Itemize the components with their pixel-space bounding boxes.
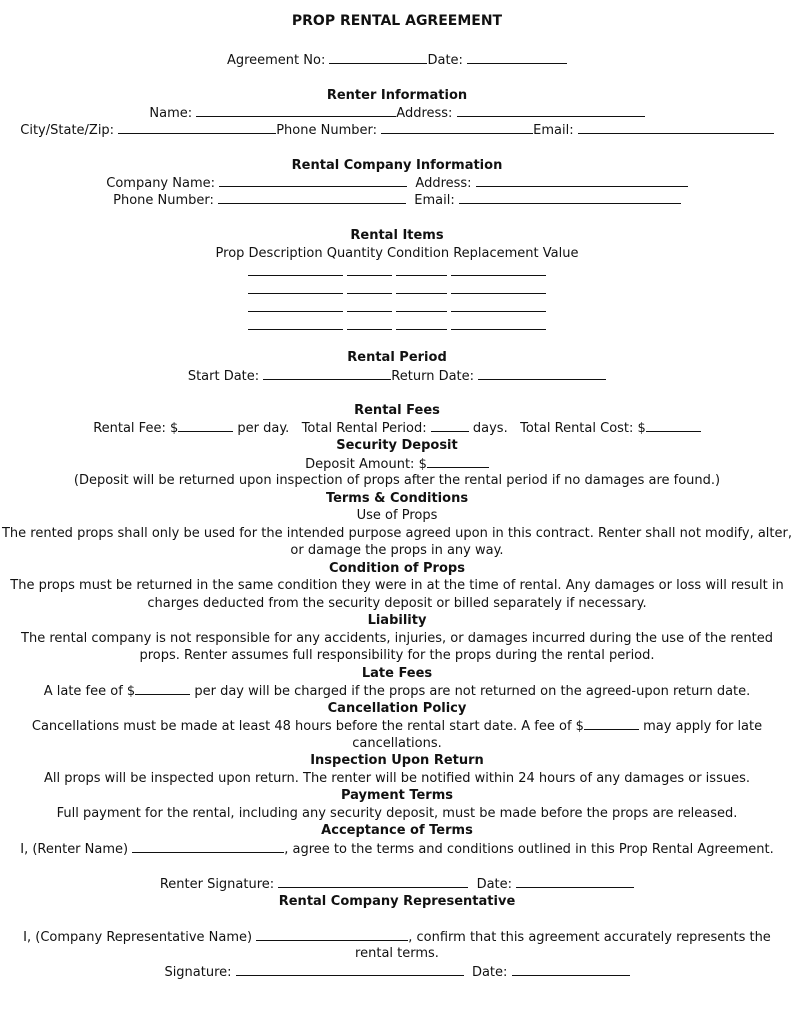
- renter-address-field[interactable]: [457, 104, 645, 117]
- deposit-note: (Deposit will be returned upon inspection of props after the rental period if no damages are found.): [73, 473, 721, 488]
- company-name-label: Company Name:: [106, 176, 215, 191]
- condition-text-2: charges deducted from the security deposit or billed separately if necessary.: [147, 596, 647, 611]
- deposit-amount-field[interactable]: [427, 455, 489, 468]
- representative-heading: Rental Company Representative: [278, 894, 516, 909]
- start-date-label: Start Date:: [187, 369, 260, 384]
- items-row: [0, 281, 794, 299]
- cancellation-heading: Cancellation Policy: [327, 701, 467, 716]
- company-name-line: [0, 174, 794, 192]
- use-text-2: or damage the props in any way.: [290, 543, 504, 558]
- renter-signature-line: [0, 875, 794, 893]
- representative-text-2: rental terms.: [355, 946, 439, 961]
- company-heading: Rental Company Information: [291, 158, 503, 173]
- item-value-field[interactable]: [451, 317, 546, 330]
- representative-line: [0, 928, 794, 946]
- renter-city-field[interactable]: [118, 121, 276, 134]
- company-phone-field[interactable]: [218, 191, 406, 204]
- total-cost-label: Total Rental Cost: $: [520, 421, 646, 436]
- representative-date-label: Date:: [471, 965, 508, 980]
- item-description-field[interactable]: [248, 281, 343, 294]
- fees-heading: Rental Fees: [354, 403, 440, 418]
- company-phone-label: Phone Number:: [113, 193, 214, 208]
- deposit-heading: Security Deposit: [336, 438, 458, 453]
- rental-fee-label: Rental Fee: $: [93, 421, 179, 436]
- renter-signature-field[interactable]: [278, 875, 468, 888]
- representative-signature-field[interactable]: [236, 963, 464, 976]
- renter-name-field[interactable]: [196, 104, 396, 117]
- late-fees-line: [0, 682, 794, 700]
- agreement-line: [0, 51, 794, 69]
- condition-heading: Condition of Props: [329, 561, 465, 576]
- renter-signature-date-field[interactable]: [516, 875, 634, 888]
- representative-signature-label: Signature:: [164, 965, 232, 980]
- cancellation-prefix: Cancellations must be made at least 48 hours before the rental start date. A fee of $: [31, 719, 584, 734]
- item-quantity-field[interactable]: [347, 281, 392, 294]
- acceptance-line: [0, 840, 794, 858]
- company-email-field[interactable]: [459, 191, 681, 204]
- cancellation-suffix: may apply for late: [643, 719, 763, 734]
- acceptance-heading: Acceptance of Terms: [321, 823, 473, 838]
- renter-phone-label: Phone Number:: [276, 123, 377, 138]
- item-description-field[interactable]: [248, 299, 343, 312]
- renter-name-sign-field[interactable]: [132, 840, 284, 853]
- payment-text: Full payment for the rental, including any security deposit, must be made before the props are released.: [56, 806, 738, 821]
- payment-heading: Payment Terms: [340, 788, 454, 803]
- item-description-field[interactable]: [248, 263, 343, 276]
- liability-text-1: The rental company is not responsible for any accidents, injuries, or damages incurred during the use of the rented: [21, 631, 773, 646]
- renter-heading: Renter Information: [326, 88, 468, 103]
- inspection-text: All props will be inspected upon return. The renter will be notified within 24 hours of any damages or issues.: [44, 771, 750, 786]
- representative-signature-line: [0, 963, 794, 981]
- cancellation-fee-field[interactable]: [584, 717, 639, 730]
- renter-name-line: [0, 104, 794, 122]
- deposit-amount-label: Deposit Amount: $: [305, 457, 427, 472]
- acceptance-prefix: I, (Renter Name): [20, 842, 129, 857]
- item-description-field[interactable]: [248, 317, 343, 330]
- start-date-field[interactable]: [263, 367, 391, 380]
- item-condition-field[interactable]: [396, 299, 447, 312]
- terms-heading: Terms & Conditions: [325, 491, 469, 506]
- item-condition-field[interactable]: [396, 317, 447, 330]
- agreement-date-field[interactable]: [467, 51, 567, 64]
- item-value-field[interactable]: [451, 281, 546, 294]
- renter-phone-field[interactable]: [381, 121, 533, 134]
- return-date-field[interactable]: [478, 367, 606, 380]
- items-heading: Rental Items: [350, 228, 444, 243]
- company-phone-line: [0, 191, 794, 209]
- agreement-number-field[interactable]: [329, 51, 427, 64]
- cancellation-text-2: cancellations.: [352, 736, 442, 751]
- condition-text-1: The props must be returned in the same condition they were in at the time of rental. Any damages or loss will result in: [10, 578, 784, 593]
- document-title: PROP RENTAL AGREEMENT: [291, 13, 503, 29]
- rental-fee-suffix: per day.: [237, 421, 290, 436]
- representative-name-field[interactable]: [256, 928, 408, 941]
- late-fee-suffix: per day will be charged if the props are not returned on the agreed-upon return date.: [194, 684, 751, 699]
- item-value-field[interactable]: [451, 299, 546, 312]
- acceptance-suffix: , agree to the terms and conditions outlined in this Prop Rental Agreement.: [284, 842, 774, 857]
- item-condition-field[interactable]: [396, 281, 447, 294]
- liability-text-2: props. Renter assumes full responsibility for the props during the rental period.: [139, 648, 655, 663]
- rental-fee-field[interactable]: [178, 419, 233, 432]
- use-text-1: The rented props shall only be used for the intended purpose agreed upon in this contract. Renter shall not modify, alter,: [1, 526, 792, 541]
- renter-email-label: Email:: [533, 123, 574, 138]
- item-quantity-field[interactable]: [347, 263, 392, 276]
- item-value-field[interactable]: [451, 263, 546, 276]
- representative-prefix: I, (Company Representative Name): [23, 930, 253, 945]
- company-address-label: Address:: [415, 176, 472, 191]
- late-fee-field[interactable]: [135, 682, 190, 695]
- item-condition-field[interactable]: [396, 263, 447, 276]
- renter-email-field[interactable]: [578, 121, 774, 134]
- renter-signature-date-label: Date:: [476, 877, 513, 892]
- renter-name-label: Name:: [149, 106, 193, 121]
- late-fee-prefix: A late fee of $: [43, 684, 136, 699]
- agreement-date-label: Date:: [427, 53, 463, 68]
- liability-heading: Liability: [367, 613, 427, 628]
- rental-period-suffix: days.: [472, 421, 508, 436]
- use-heading: Use of Props: [356, 508, 438, 523]
- items-row: [0, 299, 794, 317]
- renter-address-label: Address:: [396, 106, 453, 121]
- late-fees-heading: Late Fees: [361, 666, 433, 681]
- items-row: [0, 263, 794, 281]
- total-cost-field[interactable]: [646, 419, 701, 432]
- representative-date-field[interactable]: [512, 963, 630, 976]
- company-email-label: Email:: [414, 193, 455, 208]
- items-columns: Prop Description Quantity Condition Replacement Value: [215, 246, 579, 261]
- period-heading: Rental Period: [347, 350, 447, 365]
- renter-signature-label: Renter Signature:: [159, 877, 275, 892]
- agreement-number-label: Agreement No:: [226, 53, 326, 68]
- deposit-line: [0, 455, 794, 473]
- renter-city-label: City/State/Zip:: [20, 123, 115, 138]
- item-quantity-field[interactable]: [347, 317, 392, 330]
- company-address-field[interactable]: [476, 174, 688, 187]
- inspection-heading: Inspection Upon Return: [310, 753, 484, 768]
- fees-line: [0, 419, 794, 437]
- period-line: [0, 367, 794, 385]
- renter-contact-line: [0, 121, 794, 139]
- rental-period-label: Total Rental Period:: [301, 421, 427, 436]
- cancellation-line: [0, 717, 794, 735]
- items-row: [0, 317, 794, 335]
- return-date-label: Return Date:: [391, 369, 475, 384]
- company-name-field[interactable]: [219, 174, 407, 187]
- representative-suffix: , confirm that this agreement accurately represents the: [408, 930, 771, 945]
- rental-period-field[interactable]: [431, 419, 469, 432]
- item-quantity-field[interactable]: [347, 299, 392, 312]
